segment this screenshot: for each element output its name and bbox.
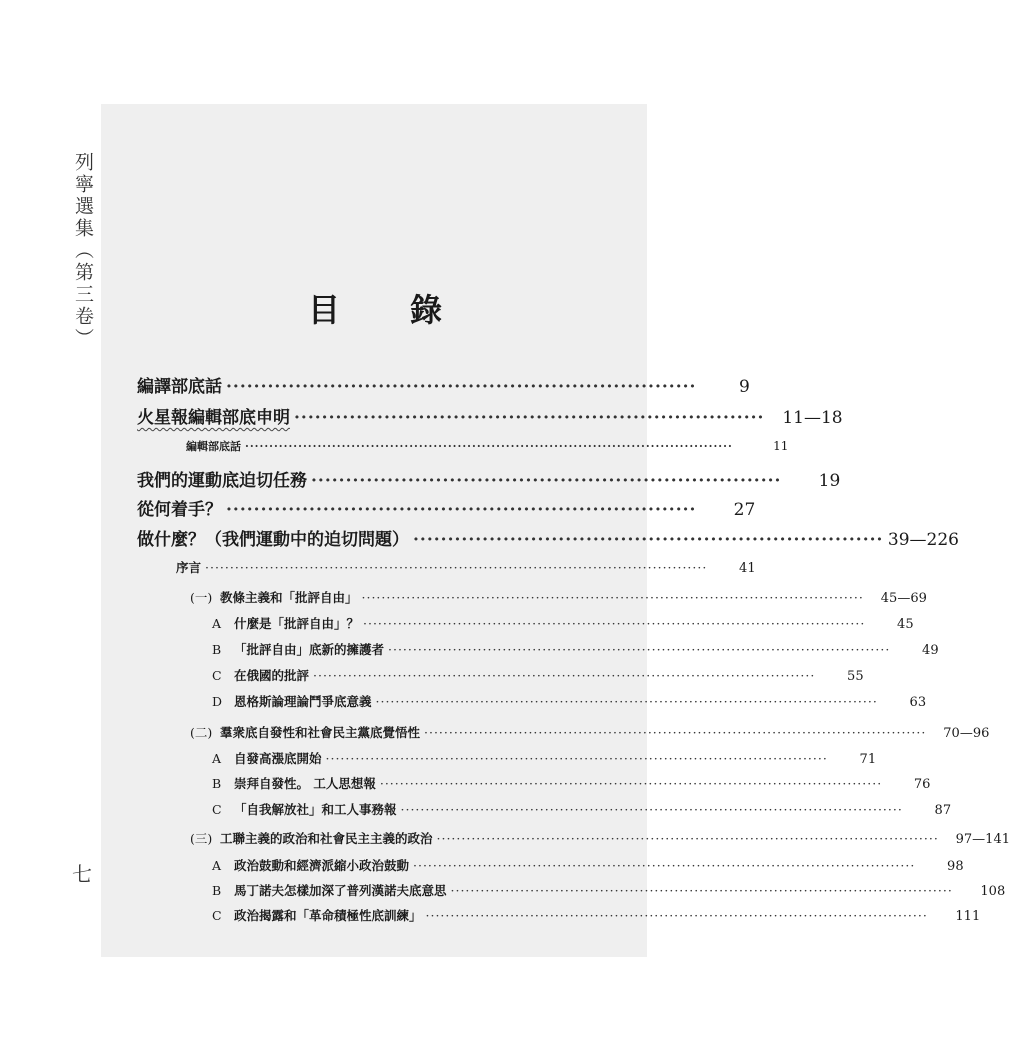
toc-entry-title: 序言 xyxy=(176,560,202,575)
toc-entry-title: 政治鼓動和經濟派縮小政治鼓動 xyxy=(234,858,410,873)
toc-entry-title: 編輯部底話 xyxy=(186,440,241,453)
toc-entry-title: 我們的運動底迫切任務 xyxy=(137,471,307,491)
toc-entry-page: 63 xyxy=(909,695,927,710)
leader-dots: ····································································································· xyxy=(379,776,883,791)
toc-entry-title: 從何着手？ xyxy=(137,500,222,520)
toc-entry-page: 11 xyxy=(773,439,789,453)
leader-dots: ····································································································· xyxy=(363,616,866,631)
toc-entry[interactable] xyxy=(137,525,960,550)
leader-dots: ····································································································· xyxy=(400,802,903,817)
leader-dots: ····································································································· xyxy=(425,908,928,923)
toc-entry[interactable] xyxy=(137,495,756,520)
section-marker: (一) xyxy=(190,590,213,605)
leader-dots: ····································································································· xyxy=(313,668,816,683)
leader-dots: ···································································· xyxy=(413,530,884,550)
toc-entry[interactable] xyxy=(212,666,864,684)
leader-dots: ····································································································· xyxy=(325,751,828,766)
toc-entry-page: 49 xyxy=(922,643,939,658)
leader-dots: ···································································· xyxy=(226,500,697,520)
subsection-marker: C xyxy=(212,908,222,923)
toc-entry-title: 火星報編輯部底申明 xyxy=(137,408,290,428)
toc-entry-page: 11—18 xyxy=(782,408,843,428)
toc-entry-page: 71 xyxy=(859,752,877,767)
toc-entry-title: 馬丁諾夫怎樣加深了普列漢諾夫底意思 xyxy=(234,883,447,898)
leader-dots: ····································································································· xyxy=(413,858,916,873)
toc-entry-page: 98 xyxy=(947,859,964,874)
toc-entry-page: 41 xyxy=(739,561,756,576)
toc-entry-title: 做什麼？（我們運動中的迫切問題） xyxy=(137,530,409,550)
toc-entry-page: 70—96 xyxy=(943,726,990,741)
toc-entry-page: 55 xyxy=(847,669,864,684)
subsection-marker: B xyxy=(212,883,222,898)
toc-entry-title: 政治揭露和「革命積極性底訓練」 xyxy=(234,908,422,923)
toc-entry[interactable] xyxy=(212,692,927,710)
toc-entry[interactable] xyxy=(190,723,990,741)
toc-entry-page: 111 xyxy=(955,909,981,924)
toc-entry-title: 「自我解放社」和工人事務報 xyxy=(234,802,397,817)
toc-entry[interactable] xyxy=(137,372,750,397)
toc-entry-page: 45 xyxy=(897,617,914,632)
subsection-marker: C xyxy=(212,802,222,817)
toc-entry[interactable] xyxy=(137,466,841,491)
toc-entry-page: 27 xyxy=(733,500,756,520)
subsection-marker: A xyxy=(212,751,222,766)
section-marker: (三) xyxy=(190,831,213,846)
leader-dots: ····································································································· xyxy=(375,694,878,709)
leader-dots: ···································································· xyxy=(311,471,782,491)
toc-entry-title: 羣衆底自發性和社會民主黨底覺悟性 xyxy=(220,725,421,740)
toc-entry-page: 39—226 xyxy=(887,530,960,550)
toc-entry-page: 87 xyxy=(934,803,952,818)
subsection-marker: A xyxy=(212,616,222,631)
toc-entry[interactable] xyxy=(212,856,964,874)
toc-entry-title: 工聯主義的政治和社會民主主義的政治 xyxy=(220,831,433,846)
toc-entry-page: 97—141 xyxy=(955,832,1010,847)
subsection-marker: C xyxy=(212,668,222,683)
leader-dots: ····································································································· xyxy=(361,590,864,605)
toc-entry-page: 76 xyxy=(913,777,931,792)
leader-dots: ···································································· xyxy=(226,377,697,397)
toc-entry-page: 19 xyxy=(818,471,841,491)
toc-entry-title: 「批評自由」底新的擁護者 xyxy=(234,642,385,657)
running-book-title: 列寧選集（第三卷） xyxy=(72,152,94,350)
toc-entry[interactable] xyxy=(186,438,789,454)
leader-dots: ····································································································· xyxy=(245,440,733,453)
toc-entry[interactable] xyxy=(212,640,939,658)
toc-entry[interactable] xyxy=(212,881,1006,899)
toc-entry[interactable] xyxy=(212,800,952,818)
toc-entry[interactable] xyxy=(190,829,1010,847)
subsection-marker: D xyxy=(212,694,223,709)
leader-dots: ····································································································· xyxy=(205,560,708,575)
leader-dots: ····································································································· xyxy=(424,725,927,740)
subsection-marker: B xyxy=(212,642,222,657)
toc-entry-title: 編譯部底話 xyxy=(137,377,222,397)
toc-entry[interactable] xyxy=(137,403,843,428)
leader-dots: ····································································································· xyxy=(436,831,939,846)
toc-entry-title: 崇拜自發性。 工人思想報 xyxy=(234,776,376,791)
toc-entry[interactable] xyxy=(190,588,927,606)
toc-entry-title: 自發高漲底開始 xyxy=(234,751,322,766)
toc-entry-page: 108 xyxy=(980,884,1006,899)
section-marker: (二) xyxy=(190,725,213,740)
subsection-marker: A xyxy=(212,858,222,873)
toc-entry[interactable] xyxy=(212,749,877,767)
leader-dots: ···································································· xyxy=(294,408,765,428)
toc-entry[interactable] xyxy=(176,558,756,576)
toc-entry-title: 恩格斯論理論鬥爭底意義 xyxy=(234,694,372,709)
contents-heading: 目錄 xyxy=(307,291,512,329)
toc-entry-title: 在俄國的批評 xyxy=(234,668,310,683)
toc-entry[interactable] xyxy=(212,906,981,924)
page-number: 七 xyxy=(72,862,92,886)
toc-entry-page: 45—69 xyxy=(880,591,927,606)
toc-entry[interactable] xyxy=(212,774,931,792)
subsection-marker: B xyxy=(212,776,222,791)
toc-entry-title: 什麼是「批評自由」？ xyxy=(234,616,360,631)
toc-entry-page: 9 xyxy=(739,377,750,397)
toc-entry-title: 教條主義和「批評自由」 xyxy=(220,590,358,605)
leader-dots: ····································································································· xyxy=(388,642,891,657)
leader-dots: ····································································································· xyxy=(450,883,953,898)
toc-entry[interactable] xyxy=(212,614,914,632)
